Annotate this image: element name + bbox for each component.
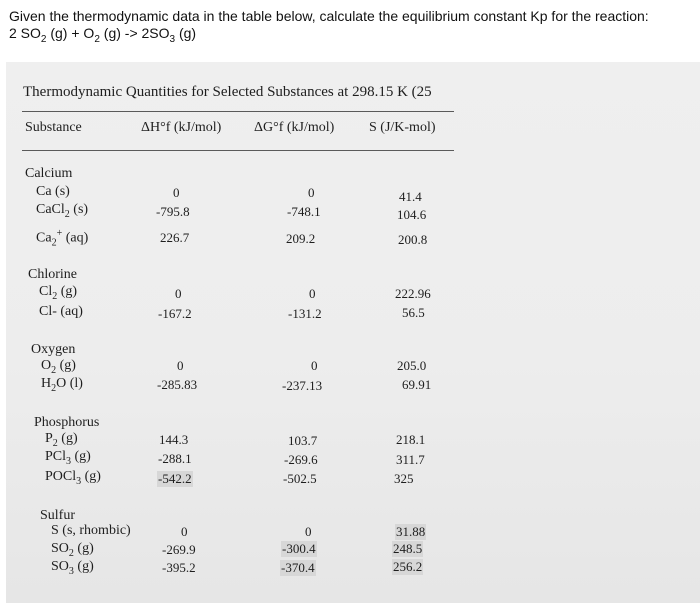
s-ca: 41.4: [399, 189, 422, 204]
dh-p2: 144.3: [159, 432, 189, 447]
group-phosphorus: Phosphorus: [34, 415, 100, 430]
question-text: [9, 8, 693, 48]
dh-o2: 0: [177, 358, 184, 373]
s-so2: 248.5: [393, 541, 423, 556]
table-photo: [6, 62, 700, 603]
group-chlorine: Chlorine: [28, 267, 77, 282]
dh-so3: -395.2: [162, 560, 196, 575]
group-oxygen: Oxygen: [31, 342, 76, 357]
header-bottom-rule: [22, 150, 454, 151]
dh-ca: 0: [173, 185, 180, 200]
substance-p2: $P_2$ (g): [45, 431, 78, 449]
header-gibbs: ΔG°f (kJ/mol): [254, 120, 335, 135]
substance-so3: $SO_3$ (g): [51, 559, 94, 577]
group-sulfur: Sulfur: [40, 508, 75, 523]
dh-ca2: 226.7: [160, 230, 190, 245]
question-line-1: Given the thermodynamic data in the table below, calculate the equilibrium constant Kp for the reaction:: [9, 8, 649, 24]
dg-h2o: -237.13: [282, 378, 323, 393]
group-calcium: Calcium: [25, 166, 73, 181]
dg-ca2: 209.2: [286, 231, 316, 246]
dg-so2: -300.4: [282, 541, 316, 556]
substance-ca: Ca (s): [36, 184, 70, 199]
dh-h2o: -285.83: [157, 377, 198, 392]
substance-so2: $SO_2$ (g): [51, 541, 94, 559]
s-cacl2: 104.6: [397, 207, 427, 222]
dg-so3: -370.4: [281, 560, 315, 575]
header-enthalpy: ΔH°f (kJ/mol): [141, 120, 222, 135]
substance-pcl3: PCl$_3$ (g): [45, 449, 91, 467]
dh-pocl3: -542.2: [158, 471, 192, 486]
substance-cacl2: CaCl$_2$ (s): [36, 202, 89, 220]
substance-h2o: $H_2O$ (l): [41, 376, 83, 394]
dg-cacl2: -748.1: [287, 204, 321, 219]
dg-cl2: 0: [309, 286, 316, 301]
header-top-rule: [22, 111, 454, 112]
dg-p2: 103.7: [288, 433, 318, 448]
dg-o2: 0: [311, 358, 318, 373]
header-entropy: S (J/K-mol): [369, 120, 436, 135]
substance-ca2: $Ca_2^+$ (aq): [36, 228, 89, 249]
dh-pcl3: -288.1: [158, 451, 192, 466]
dg-pcl3: -269.6: [284, 452, 318, 467]
dh-cl2: 0: [175, 286, 182, 301]
header-substance: Substance: [25, 120, 82, 135]
s-ca2: 200.8: [398, 232, 428, 247]
s-h2o: 69.91: [402, 377, 432, 392]
s-so3: 256.2: [393, 559, 423, 574]
s-pcl3: 311.7: [396, 452, 425, 467]
dh-cl: -167.2: [158, 306, 192, 321]
substance-cl: Cl- (aq): [39, 304, 83, 319]
substance-s: S (s, rhombic): [51, 523, 131, 538]
s-cl2: 222.96: [395, 286, 431, 301]
dh-s: 0: [181, 524, 188, 539]
dg-ca: 0: [308, 185, 315, 200]
s-cl: 56.5: [402, 305, 425, 320]
s-p2: 218.1: [396, 432, 426, 447]
table-title: Thermodynamic Quantities for Selected Substances at 298.15 K (25: [23, 84, 432, 100]
s-pocl3: 325: [394, 471, 414, 486]
dh-cacl2: -795.8: [156, 204, 190, 219]
s-s: 31.88: [396, 524, 426, 539]
dh-so2: -269.9: [162, 542, 196, 557]
dg-s: 0: [305, 524, 312, 539]
s-o2: 205.0: [397, 358, 427, 373]
dg-cl: -131.2: [288, 306, 322, 321]
dg-pocl3: -502.5: [283, 471, 317, 486]
substance-pocl3: POCl$_3$ (g): [45, 469, 101, 487]
substance-o2: $O_2$ (g): [41, 358, 76, 376]
substance-cl2: $Cl_2$ (g): [39, 284, 78, 302]
reaction-equation: 2 $SO_2$ $(g) + O_2$ $(g) -> 2SO_3$ (g): [9, 25, 197, 45]
